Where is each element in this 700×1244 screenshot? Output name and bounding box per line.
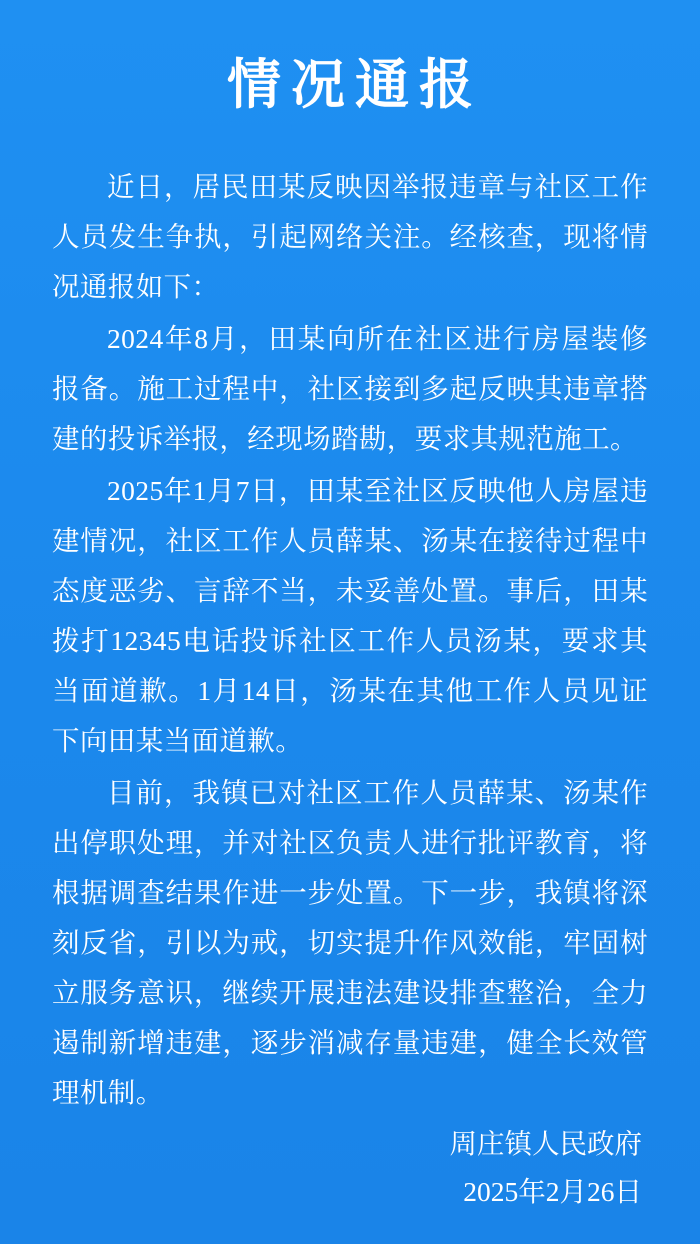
paragraph: 近日，居民田某反映因举报违章与社区工作人员发生争执，引起网络关注。经核查，现将情况通报如下： — [52, 170, 648, 302]
signature-organization: 周庄镇人民政府 — [449, 1128, 642, 1160]
paragraph: 2024年8月，田某向所在社区进行房屋装修报备。施工过程中，社区接到多起反映其违章搭建的投诉举报，经现场踏勘，要求其规范施工。 — [52, 322, 648, 454]
page-title: 情况通报 — [227, 55, 483, 115]
notice-body — [52, 162, 648, 1121]
paragraph: 目前，我镇已对社区工作人员薛某、汤某作出停职处理，并对社区负责人进行批评教育，将根据调查结果作进一步处置。下一步，我镇将深刻反省，引以为戒，切实提升作风效能，牢固树立服务意识，继续开展违法建设排查整治，全力遏制新增违建，逐步消减存量违建，健全长效管理机制。 — [52, 777, 648, 1109]
signature-block — [52, 1120, 648, 1215]
paragraph: 2025年1月7日，田某至社区反映他人房屋违建情况，社区工作人员薛某、汤某在接待过程中态度恶劣、言辞不当，未妥善处置。事后，田某拨打12345电话投诉社区工作人员汤某，要求其当面道歉。1月14日，汤某在其他工作人员见证下向田某当面道歉。 — [52, 474, 648, 757]
signature-date: 2025年2月26日 — [463, 1175, 642, 1207]
